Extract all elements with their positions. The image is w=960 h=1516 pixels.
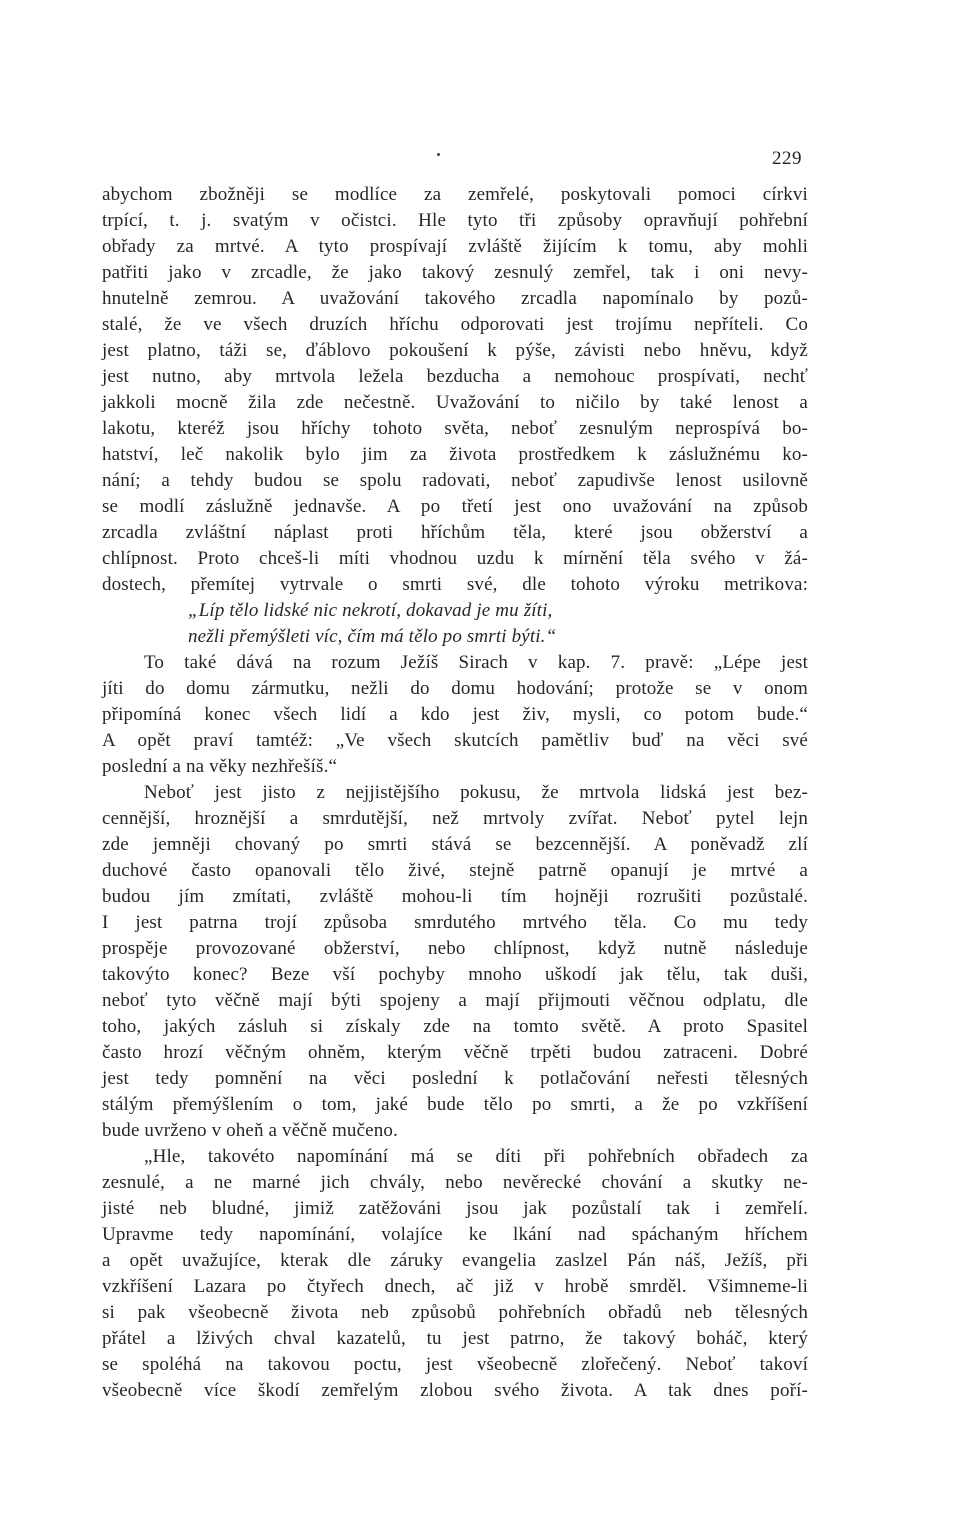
text-line: nání; a tehdy budou se spolu radovati, neboť zapudivše lenost usilovně [102,470,808,491]
verse-line: nežli přemýšleti víc, čím má tělo po smrti býti.“ [188,626,557,647]
text-line: vzkříšení Lazara po čtyřech dnech, ač již v hrobě smrděl. Všimneme-li [102,1276,808,1297]
text-line: jisté neb bludné, jimiž zatěžováni jsou jak pozůstalí tak i zemřelí. [102,1198,808,1219]
text-line: chlípnost. Proto chceš-li míti vhodnou uzdu k mírnění těla svého v žá- [102,548,808,569]
text-line: A opět praví tamtéž: „Ve všech skutcích pamětliv buď na věci své [102,730,808,751]
text-line: všeobecně více škodí zemřelým zlobou svého života. A tak dnes poří- [102,1380,808,1401]
text-line: zde jemněji chovaný po smrti stává se bezcennější. A poněvadž zlí [102,834,808,855]
paragraph-first-line: To také dává na rozum Ježíš Sirach v kap. 7. pravě: „Lépe jest [144,652,808,673]
text-line: takovýto konec? Beze vší pochyby mnoho uškodí jak tělu, tak duši, [102,964,808,985]
text-line: se spoléhá na takovou poctu, jest všeobecně zlořečený. Neboť takoví [102,1354,808,1375]
text-line: jakkoli mocně žila zde nečestně. Uvažování to ničilo by také lenost a [102,392,808,413]
text-line: připomíná konec všech lidí a kdo jest živ, mysli, co potom bude.“ [102,704,808,725]
text-line: prospěje provozované obžerství, nebo chlípnost, když nutně následuje [102,938,808,959]
text-line: dostech, přemítej vytrvale o smrti své, dle tohoto výroku metrikova: [102,574,808,595]
text-line: zrcadla zvláštní náplast proti hříchům těla, které jsou obžerství a [102,522,808,543]
text-line: zesnulé, a ne marné jich chvály, nebo nevěrecké chování a skutky ne- [102,1172,808,1193]
text-line: budou jím zmítati, zvláště mohou-li tím hojněji rozrušiti pozůstalé. [102,886,808,907]
text-line: si pak všeobecně života neb způsobů pohřebních obřadů neb tělesných [102,1302,808,1323]
printer-dot-mark [437,153,440,156]
text-line: hnutelně zemrou. A uvažování takového zrcadla napomínalo by pozů- [102,288,808,309]
text-line: jest platno, táži se, ďáblovo pokoušení k pýše, závisti nebo hněvu, když [102,340,808,361]
text-line: jest tedy pomnění na věci poslední k potlačování neřesti tělesných [102,1068,808,1089]
text-line: hatství, leč nakolik bylo jim za života prostředkem k záslužnému ko- [102,444,808,465]
page-number: 229 [772,148,802,169]
text-line: I jest patrna trojí způsoba smrdutého mrtvého těla. Co mu tedy [102,912,808,933]
text-line: jest nutno, aby mrtvola ležela bezducha a nemohouc prospívati, nechť [102,366,808,387]
paragraph-first-line: „Hle, takovéto napomínání má se díti při pohřebních obřadech za [144,1146,808,1167]
text-line: a opět uvažujíce, kterak dle záruky evangelia zaslzel Pán náš, Ježíš, při [102,1250,808,1271]
paragraph-first-line: Neboť jest jisto z nejjistějšího pokusu, že mrtvola lidská jest bez- [144,782,808,803]
verse-line: „Líp tělo lidské nic nekrotí, dokavad je mu žíti, [188,600,553,621]
text-line: duchové často opanovali tělo živé, stejně patrně opanují je mrtvé a [102,860,808,881]
text-line: abychom zbožněji se modlíce za zemřelé, poskytovali pomoci církvi [102,184,808,205]
text-line: cennější, hroznější a smrdutější, než mrtvoly zvířat. Neboť pytel lejn [102,808,808,829]
text-line: neboť tyto věčně mají býti spojeny a mají přijmouti věčnou odplatu, dle [102,990,808,1011]
text-line: často hrozí věčným ohněm, kterým věčně trpěti budou zatraceni. Dobré [102,1042,808,1063]
paragraph-last-line: poslední a na věky nezhřešíš.“ [102,756,338,777]
text-line: stálým přemýšlením o tom, jaké bude tělo po smrti, a že po vzkříšení [102,1094,808,1115]
text-line: Upravme tedy napomínání, volajíce ke lkání nad spáchaným hříchem [102,1224,808,1245]
text-line: patřiti jako v zrcadle, že jako takový zesnulý zemřel, tak i oni nevy- [102,262,808,283]
text-line: jíti do domu zármutku, nežli do domu hodování; protože se v onom [102,678,808,699]
text-line: obřady za mrtvé. A tyto prospívají zvláště žijícím k tomu, aby mohli [102,236,808,257]
paragraph-last-line: bude uvrženo v oheň a věčně mučeno. [102,1120,398,1141]
text-line: trpící, t. j. svatým v očistci. Hle tyto tři způsoby opravňují pohřební [102,210,808,231]
text-line: toho, jakých zásluh si získaly zde na tomto světě. A proto Spasitel [102,1016,808,1037]
text-line: lakotu, kteréž jsou hříchy tohoto světa, neboť zesnulým neprospívá bo- [102,418,808,439]
text-line: stalé, že ve všech druzích hříchu odporovati jest trojímu nepříteli. Co [102,314,808,335]
body-text [102,182,808,1404]
text-line: se modlí záslužně jednavše. A po třetí jest ono uvažování na způsob [102,496,808,517]
text-line: přátel a lživých chval kazatelů, tu jest patrno, že takový boháč, který [102,1328,808,1349]
